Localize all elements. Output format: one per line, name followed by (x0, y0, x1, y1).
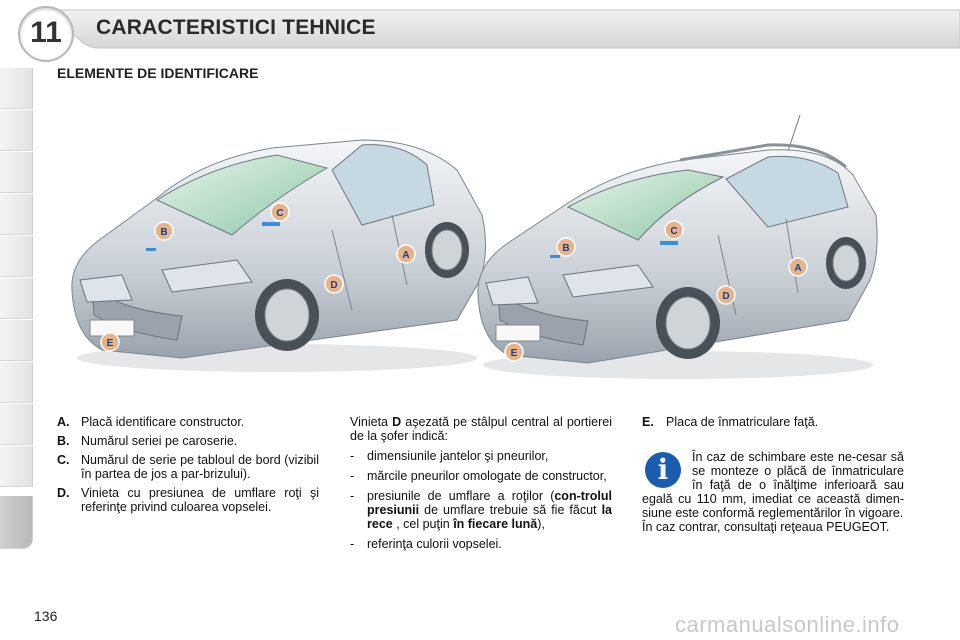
side-tab[interactable] (0, 278, 33, 319)
side-tab[interactable] (0, 236, 33, 277)
sedan-car-illustration (62, 120, 492, 380)
middle-column (350, 415, 612, 551)
item-c (57, 453, 319, 481)
watermark: carmanualsonline.info (675, 612, 900, 637)
item-label: D. (57, 486, 70, 500)
info-icon: i (645, 452, 681, 488)
item-text: Placă identificare constructor. (81, 415, 245, 429)
intro-text: Vinieta (350, 415, 393, 429)
dash-bold: la rece (367, 503, 612, 531)
item-label: B. (57, 434, 70, 448)
dash-text: referinţa culorii vopselei. (367, 537, 502, 551)
marker-c-label: C (276, 208, 284, 219)
side-tab[interactable] (0, 320, 33, 361)
item-text: Numărul seriei pe caroserie. (81, 434, 238, 448)
right-column (642, 415, 904, 434)
dash-text: presiunile de umflare a roţilor ( (367, 489, 555, 503)
marker-e-label: E (510, 348, 518, 359)
intro-text-cont: aşezată pe stâlpul central al portierei de la şofer indică: (350, 415, 613, 443)
info-note (642, 450, 904, 534)
side-tab[interactable] (0, 194, 33, 235)
dash-item: - mărcile pneurilor omologate de constructor, (350, 469, 607, 483)
dash-item: - dimensiunile jantelor şi pneurilor, (350, 449, 549, 463)
dash-text: , cel puţin (392, 517, 454, 531)
marker-a-label: A (794, 263, 802, 274)
page-number: 136 (34, 608, 58, 624)
item-label: E. (642, 415, 654, 429)
side-tab[interactable] (0, 404, 33, 445)
marker-b-label: B (562, 243, 570, 254)
side-tab[interactable] (0, 110, 33, 151)
dash-bold: con-trolul presiunii (367, 489, 612, 517)
marker-e-label: E (106, 338, 114, 349)
dash-text: mărcile pneurilor omologate de constructor, (367, 469, 607, 483)
item-label: C. (57, 453, 70, 467)
item-a (57, 415, 319, 429)
item-text: Vinieta cu presiunea de umflare roţi şi referinţe privind culoarea vopselei. (81, 486, 319, 514)
page-title: CARACTERISTICI TEHNICE (96, 16, 376, 39)
dash-text: ), (537, 517, 545, 531)
dash-text: de umflare trebuie să fie făcut (419, 503, 602, 517)
item-text: Placa de înmatriculare faţă. (666, 415, 819, 429)
item-d (57, 486, 319, 514)
chapter-number: 11 (18, 6, 74, 62)
intro-bold: D (392, 415, 402, 429)
item-text: Numărul de serie pe tabloul de bord (vizibil în partea de jos a par-brizului). (81, 453, 319, 481)
left-column (57, 415, 319, 519)
dash-bold: în fiecare lună (453, 517, 538, 531)
item-e (642, 415, 904, 429)
marker-d-label: D (330, 280, 338, 291)
marker-b-label: B (160, 227, 168, 238)
page-header (0, 0, 960, 56)
side-tab[interactable] (0, 446, 33, 487)
note-text-2: În caz contrar, consultaţi reţeaua PEUGEOT. (642, 520, 890, 534)
dash-text: dimensiunile jantelor şi pneurilor, (367, 449, 549, 463)
marker-a-label: A (402, 250, 410, 261)
vinieta-intro (350, 415, 612, 443)
dash-item: - referinţa culorii vopselei. (350, 537, 502, 551)
side-tab[interactable] (0, 152, 33, 193)
side-tab-active[interactable] (0, 496, 33, 549)
side-tab[interactable] (0, 362, 33, 403)
item-b (57, 434, 319, 448)
dash-item: - presiunile de umflare a roţilor (con-trolul presiunii de umflare trebuie să fie făcut la rece , cel puţin în fiecare lună), (350, 489, 612, 531)
side-tab[interactable] (0, 68, 33, 109)
estate-car-illustration (468, 115, 888, 385)
section-title: ELEMENTE DE IDENTIFICARE (57, 65, 259, 81)
chapter-side-tabs (0, 68, 34, 568)
marker-c-label: C (670, 226, 678, 237)
note-text: În caz de schimbare este ne-cesar să se monteze o plăcă de înmatriculare în faţă de o înălţime inferioară sau egală cu 110 mm, imediat ce această dimen-siune este conformă reglementărilor în vigoare. (642, 450, 904, 520)
marker-d-label: D (722, 291, 730, 302)
item-label: A. (57, 415, 70, 429)
